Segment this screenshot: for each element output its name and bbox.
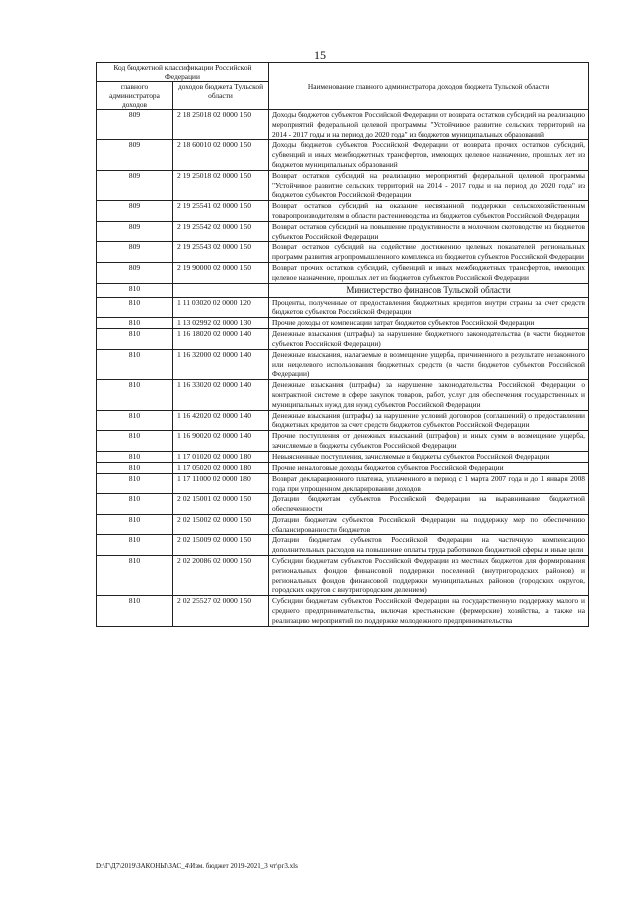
- revenue-code-cell: 2 18 25018 02 0000 150: [173, 110, 269, 140]
- revenue-name-cell: Возврат остатков субсидий на реализацию мероприятий федеральной целевой программы "Устойчивое развитие сельских территорий на 2014 - 2017 годы и на период до 2020 года" из бюджетов субъектов Российской Федерации: [269, 170, 589, 200]
- revenue-name-cell: Дотации бюджетам субъектов Российской Федерации на выравнивание бюджетной обеспеченности: [269, 494, 589, 515]
- revenue-code-cell: 1 16 90020 02 0000 140: [173, 431, 269, 452]
- admin-code-cell: 810: [97, 514, 173, 535]
- revenue-code-cell: 2 02 15002 02 0000 150: [173, 514, 269, 535]
- revenue-code-cell: 2 18 60010 02 0000 150: [173, 140, 269, 170]
- admin-code-cell: 810: [97, 494, 173, 515]
- table-row: [97, 201, 589, 222]
- revenue-table: [96, 62, 589, 627]
- table-row: [97, 462, 589, 473]
- revenue-name-cell: Проценты, полученные от предоставления бюджетных кредитов внутри страны за счет средств бюджетов субъектов Российской Федерации: [269, 297, 589, 318]
- table-row: [97, 431, 589, 452]
- admin-code-cell: 810: [97, 556, 173, 596]
- revenue-code-cell: 1 16 42020 02 0000 140: [173, 410, 269, 431]
- admin-code-cell: 809: [97, 140, 173, 170]
- revenue-code-cell: 1 17 01020 02 0000 180: [173, 451, 269, 462]
- table-row: [97, 140, 589, 170]
- revenue-name-cell: Денежные взыскания, налагаемые в возмещение ущерба, причиненного в результате незаконного или нецелевого использования бюджетных средств (в части бюджетов субъектов Российской Федерации): [269, 349, 589, 379]
- table-row: [97, 318, 589, 329]
- revenue-code-cell: 2 02 15009 02 0000 150: [173, 535, 269, 556]
- revenue-name-cell: Прочие неналоговые доходы бюджетов субъектов Российской Федерации: [269, 462, 589, 473]
- revenue-name-cell: Дотации бюджетам субъектов Российской Федерации на частичную компенсацию дополнительных расходов на повышение оплаты труда работников бюджетной сферы и иные цели: [269, 535, 589, 556]
- revenue-name-cell: Прочие поступления от денежных взысканий (штрафов) и иных сумм в возмещение ущерба, зачисляемые в бюджеты субъектов Российской Федерации: [269, 431, 589, 452]
- admin-column-header: главного администратора доходов: [97, 82, 173, 110]
- admin-code-cell: 810: [97, 431, 173, 452]
- revenue-code-cell: 2 02 20086 02 0000 150: [173, 556, 269, 596]
- admin-code-cell: 810: [97, 380, 173, 410]
- revenue-code-cell: 1 17 11000 02 0000 180: [173, 473, 269, 494]
- admin-code-cell: 810: [97, 535, 173, 556]
- admin-code-cell: 809: [97, 262, 173, 283]
- admin-code-cell: 810: [97, 349, 173, 379]
- admin-code-cell: 810: [97, 451, 173, 462]
- admin-code-cell: 810: [97, 318, 173, 329]
- revenue-name-cell: Прочие доходы от компенсации затрат бюджетов субъектов Российской Федерации: [269, 318, 589, 329]
- table-row: [97, 514, 589, 535]
- revenue-name-cell: Дотации бюджетам субъектов Российской Федерации на поддержку мер по обеспечению сбалансированности бюджетов: [269, 514, 589, 535]
- table-row: [97, 297, 589, 318]
- name-column-header: Наименование главного администратора доходов бюджета Тульской области: [269, 63, 589, 110]
- revenue-name-cell: Невыясненные поступления, зачисляемые в бюджеты субъектов Российской Федерации: [269, 451, 589, 462]
- header-row-top: [97, 63, 589, 82]
- table-body: [97, 110, 589, 627]
- revenue-column-header: доходов бюджета Тульской области: [173, 82, 269, 110]
- table-row: [97, 410, 589, 431]
- revenue-name-cell: Возврат прочих остатков субсидий, субвенций и иных межбюджетных трансфертов, имеющих целевое назначение, прошлых лет из бюджетов субъектов Российской Федерации: [269, 262, 589, 283]
- table-row: [97, 170, 589, 200]
- admin-code-cell: 810: [97, 283, 173, 297]
- admin-code-cell: 809: [97, 201, 173, 222]
- table-row: [97, 110, 589, 140]
- file-path-footer: D:\Г\Д7\2019\ЗАКОНЫ\ЗАС_4\Изм. бюджет 2019-2021_3 чт\рг3.xls: [96, 862, 298, 870]
- revenue-code-cell: 2 19 25541 02 0000 150: [173, 201, 269, 222]
- section-row: [97, 283, 589, 297]
- table-row: [97, 556, 589, 596]
- revenue-name-cell: Возврат остатков субсидий на повышение продуктивности в молочном скотоводстве из бюджетов субъектов Российской Федерации: [269, 221, 589, 242]
- revenue-code-cell: 1 13 02992 02 0000 130: [173, 318, 269, 329]
- table-row: [97, 349, 589, 379]
- section-title-cell: Министерство финансов Тульской области: [269, 283, 589, 297]
- admin-code-cell: 810: [97, 297, 173, 318]
- revenue-name-cell: Субсидии бюджетам субъектов Российской Федерации на государственную поддержку малого и среднего предпринимательства, включая крестьянские (фермерские) хозяйства, а также на реализацию мероприятий по поддержке молодежного предпринимательства: [269, 596, 589, 626]
- revenue-code-cell: 1 17 05020 02 0000 180: [173, 462, 269, 473]
- revenue-name-cell: Денежные взыскания (штрафы) за нарушение бюджетного законодательства (в части бюджетов субъектов Российской Федерации): [269, 329, 589, 350]
- table-row: [97, 473, 589, 494]
- revenue-name-cell: Доходы бюджетов субъектов Российской Федерации от возврата прочих остатков субсидий, субвенций и иных межбюджетных трансфертов, имеющих целевое назначение, прошлых лет из бюджетов муниципальных образований: [269, 140, 589, 170]
- admin-code-cell: 809: [97, 242, 173, 263]
- page-number: 15: [314, 48, 326, 62]
- revenue-name-cell: Денежные взыскания (штрафы) за нарушение условий договоров (соглашений) о предоставлении бюджетных кредитов за счет средств бюджетов субъектов Российской Федерации: [269, 410, 589, 431]
- table-row: [97, 494, 589, 515]
- table-row: [97, 380, 589, 410]
- admin-code-cell: 810: [97, 329, 173, 350]
- table-row: [97, 221, 589, 242]
- revenue-code-cell: 2 19 25018 02 0000 150: [173, 170, 269, 200]
- revenue-name-cell: Доходы бюджетов субъектов Российской Федерации от возврата остатков субсидий на реализацию мероприятий федеральной целевой программы "Устойчивое развитие сельских территорий на 2014 - 2017 годы и на период до 2020 года" из бюджетов муниципальных образований: [269, 110, 589, 140]
- admin-code-cell: 810: [97, 596, 173, 626]
- revenue-name-cell: Возврат остатков субсидий на содействие достижению целевых показателей региональных программ развития агропромышленного комплекса из бюджетов субъектов Российской Федерации: [269, 242, 589, 263]
- table-row: [97, 262, 589, 283]
- admin-code-cell: 810: [97, 410, 173, 431]
- admin-code-cell: 810: [97, 473, 173, 494]
- revenue-name-cell: Субсидии бюджетам субъектов Российской Федерации из местных бюджетов для формирования региональных фондов финансовой поддержки поселений (внутригородских районов) и региональных фондов финансовой поддержки муниципальных районов (городских округов, городских округов с внутригородским делением): [269, 556, 589, 596]
- revenue-code-cell: 1 11 03020 02 0000 120: [173, 297, 269, 318]
- table-row: [97, 596, 589, 626]
- revenue-name-cell: Возврат декларационного платежа, уплаченного в период с 1 марта 2007 года и до 1 января 2008 года при упрощенном декларировании доходов: [269, 473, 589, 494]
- revenue-code-cell: 1 16 32000 02 0000 140: [173, 349, 269, 379]
- revenue-code-cell: 2 19 90000 02 0000 150: [173, 262, 269, 283]
- revenue-code-cell: 1 16 33020 02 0000 140: [173, 380, 269, 410]
- table-row: [97, 329, 589, 350]
- admin-code-cell: 809: [97, 110, 173, 140]
- admin-code-cell: 810: [97, 462, 173, 473]
- revenue-code-cell: 2 19 25542 02 0000 150: [173, 221, 269, 242]
- admin-code-cell: 809: [97, 221, 173, 242]
- revenue-name-cell: Денежные взыскания (штрафы) за нарушение законодательства Российской Федерации о контрактной системе в сфере закупок товаров, работ, услуг для обеспечения государственных и муниципальных нужд для нужд субъектов Российской Федерации: [269, 380, 589, 410]
- revenue-code-cell: 2 19 25543 02 0000 150: [173, 242, 269, 263]
- revenue-code-cell: 2 02 15001 02 0000 150: [173, 494, 269, 515]
- revenue-name-cell: Возврат остатков субсидий на оказание несвязанной поддержки сельскохозяйственным товаропроизводителям в области растениеводства из бюджетов субъектов Российской Федерации: [269, 201, 589, 222]
- table-row: [97, 451, 589, 462]
- revenue-code-cell: [173, 283, 269, 297]
- code-group-header: Код бюджетной классификации Российской Федерации: [97, 63, 269, 82]
- revenue-code-cell: 1 16 18020 02 0000 140: [173, 329, 269, 350]
- revenue-code-cell: 2 02 25527 02 0000 150: [173, 596, 269, 626]
- table-row: [97, 535, 589, 556]
- admin-code-cell: 809: [97, 170, 173, 200]
- table-row: [97, 242, 589, 263]
